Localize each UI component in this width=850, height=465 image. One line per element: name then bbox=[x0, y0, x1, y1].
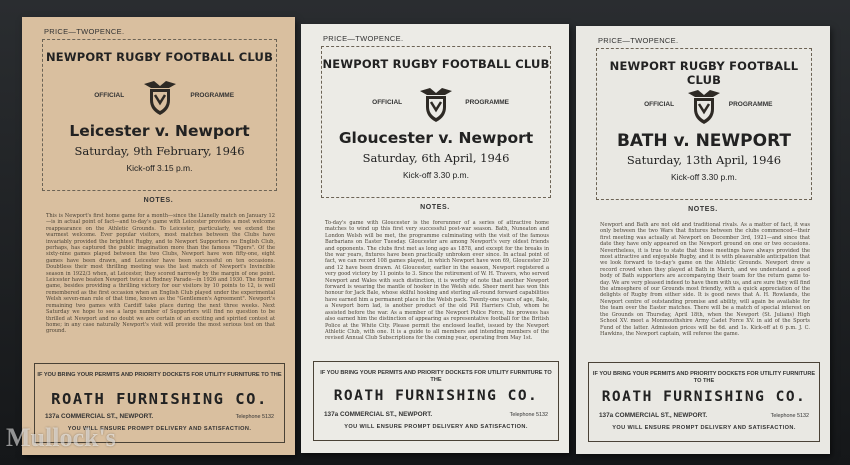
programme-leicester-v-newport bbox=[22, 17, 295, 455]
ad-company-name: ROATH FURNISHING CO. bbox=[51, 390, 268, 408]
notes-text: To-day's game with Gloucester is the forerunner of a series of attractive home matches to wind up this first very successful post-war season. Bath, Nuneaton and London Welsh will be met, the programme culminating with the visit of the famous Barbarians on Easter Tuesday. Gloucester are among Newport's very oldest friends and opponents. The clubs first met as long ago as 1878, and except for the breaks in the war years, fixtures have been practically unbroken ever since. In actual point of fact, we can record 108 games played, in which Newport have won 69, Gloucester 20 and 12 have been drawn. At Gloucester, earlier in the season, Newport registered a very good victory by 11 points to 3. Since the retirement of W. H. Travers, who served Newport and Wales with such distinction, it is worthy of note that another Newport forward is wearing the mantle of hooker in the Welsh side. Sheer merit has won this honour for Jack Bale, whose skilful hooking and sterling all-round forward capabilities have earned him a permanent place in the Welsh pack. Twenty-one years of age, Bale, a Newport born lad, is another product of the old Pill Harriers Club, whom he assisted before the war. As a member of the Newport Police Force, his prowess has also earned him the distinction of appearing as representative football for the British Police at the White City. Please permit the enclosed leaflet, issued by the Newport Athletic Club, with one. It is a guide to all members and intending members of the revised Annual Club Subscriptions for the coming year, operating from May 1st. bbox=[325, 220, 549, 342]
ad-phone: Telephone 5132 bbox=[509, 412, 548, 418]
official-programme-row bbox=[43, 78, 276, 118]
match-title: BATH v. NEWPORT bbox=[616, 131, 792, 151]
ad-company-name: ROATH FURNISHING CO. bbox=[333, 388, 539, 404]
programme-label: PROGRAMME bbox=[190, 92, 235, 99]
official-programme-row bbox=[322, 85, 550, 125]
match-date: Saturday, 13th April, 1946 bbox=[626, 153, 782, 167]
ad-company-name: ROATH FURNISHING CO. bbox=[601, 389, 807, 405]
header-frame bbox=[321, 46, 551, 198]
kickoff-time: Kick-off 3.30 p.m. bbox=[671, 172, 737, 182]
club-title: NEWPORT RUGBY FOOTBALL CLUB bbox=[609, 59, 799, 87]
ad-phone: Telephone 5132 bbox=[235, 414, 274, 420]
official-label: OFFICIAL bbox=[372, 99, 403, 106]
header-frame bbox=[42, 39, 277, 191]
club-crest-icon bbox=[142, 78, 178, 116]
official-label: OFFICIAL bbox=[644, 101, 675, 108]
match-title: Leicester v. Newport bbox=[69, 122, 250, 140]
notes-text: This is Newport's first home game for a month—since the Llanelly match on January 12—is in actual point of fact—and to-day's game with Leicester provides a most welcome reappearance on the Athletic Grounds. To Leicester, particularly, we extend the warmest welcome. Ever popular visitors, most matches between the Clubs have invariably provided the brightest Rugby, and to Newport Supporters no English Club, perhaps, has captured the public imagination more than the famous "Tigers". Of the sixty-nine games played between the two Clubs, Newport have won fifty-one, eight games have been drawn, and Leicester have been successful on ten occasions. Doubtless their most thrilling meeting was the last match of Newport's Invincible season in 1922/3 when, at Leicester, they scored narrowly by the margin of one point. Leicester have beaten Newport twice at Rodney Parade—in 1926 and 1930. The former game, besides providing a thrilling victory for our visitors by 10 points to 12, is well remembered as the first occasion when an English Club played under the experimental Welsh seven-man rule of that time, known as the "Gentlemen's Agreement". Newport's remaining two games with Cardiff take place during the next three weeks. Next Saturday we hope to see a large number of Supporters will find no question to be thrilled at Newport and no doubt we are certain of an exciting and spirited contest at home; in any case naturally Newport's visit will provide the most serious test on that ground. bbox=[46, 213, 275, 335]
kickoff-time: Kick-off 3.15 p.m. bbox=[126, 163, 193, 173]
club-crest-icon bbox=[418, 85, 454, 123]
notes-text: Newport and Bath are not old and traditional rivals. As a matter of fact, it was only between the two Wars that fixtures between the clubs commenced—their first meeting was actually at Newport on December 3rd, 1921—and since that date they have only appeared on the Newport ground on one or two occasions. Nevertheless, it is true to state that those meetings have always provided the most attractive and enjoyable Rugby, and it is with pleasurable anticipation that we look forward to to-day's game on the Athletic Grounds. Newport drew a record crowd when they played at Bath in March, and we understand a good body of Bath supporters are accompanying their team for the return game to-day. We are very pleased indeed to have them with us, and are sure they will find the atmosphere of our Grounds most friendly, with a quick appreciation of the delights of Rugby from either side. It is good news that A. H. Rowlands, the Newport centre of outstanding promise and ability, will again be available for the team over the Easter matches. There will be a match of special interest on the Grounds on Thursday, April 18th, when the Newport (St. Julians) High School XV. meet a Monmouthshire Army Cadet Force XV. in aid of the Sports Fund of the latter. Admission prices will be 6d. and 1s. Kick-off at 6 p.m. J. C. Hawkins, the Newport captain, will referee the game. bbox=[600, 222, 810, 337]
ad-intro: IF YOU BRING YOUR PERMITS AND PRIORITY DOCKETS FOR UTILITY FURNITURE TO THE bbox=[37, 372, 282, 378]
advertisement-box bbox=[313, 361, 559, 441]
ad-intro: IF YOU BRING YOUR PERMITS AND PRIORITY DOCKETS FOR UTILITY FURNITURE TO THE bbox=[592, 371, 816, 384]
ad-tagline: YOU WILL ENSURE PROMPT DELIVERY AND SATISFACTION. bbox=[67, 426, 252, 432]
programme-label: PROGRAMME bbox=[465, 99, 509, 106]
ad-phone: Telephone 5132 bbox=[770, 413, 809, 419]
match-date: Saturday, 6th April, 1946 bbox=[362, 151, 510, 165]
price-label: PRICE—TWOPENCE. bbox=[44, 27, 125, 36]
programme-label: PROGRAMME bbox=[728, 101, 773, 108]
header-frame bbox=[596, 48, 812, 200]
notes-heading: NOTES. bbox=[420, 204, 450, 211]
price-label: PRICE—TWOPENCE. bbox=[598, 36, 679, 45]
programme-gloucester-v-newport bbox=[301, 24, 569, 453]
ad-address: 137a COMMERCIAL ST., NEWPORT. bbox=[324, 411, 433, 418]
watermark-text: Mullock's bbox=[6, 423, 116, 452]
notes-heading: NOTES. bbox=[143, 197, 174, 204]
club-crest-icon bbox=[686, 87, 722, 125]
kickoff-time: Kick-off 3.30 p.m. bbox=[403, 170, 469, 180]
club-title: NEWPORT RUGBY FOOTBALL CLUB bbox=[322, 57, 550, 71]
advertisement-box bbox=[588, 362, 820, 442]
club-title: NEWPORT RUGBY FOOTBALL CLUB bbox=[45, 50, 274, 64]
match-date: Saturday, 9th February, 1946 bbox=[74, 144, 245, 158]
price-label: PRICE—TWOPENCE. bbox=[323, 34, 404, 43]
auction-watermark bbox=[6, 423, 136, 455]
match-title: Gloucester v. Newport bbox=[338, 129, 534, 147]
programme-bath-v-newport bbox=[576, 26, 830, 454]
ad-address: 137a COMMERCIAL ST., NEWPORT. bbox=[599, 412, 708, 419]
notes-heading: NOTES. bbox=[688, 206, 718, 213]
ad-tagline: YOU WILL ENSURE PROMPT DELIVERY AND SATISFACTION. bbox=[344, 424, 528, 430]
official-label: OFFICIAL bbox=[94, 92, 125, 99]
ad-intro: IF YOU BRING YOUR PERMITS AND PRIORITY DOCKETS FOR UTILITY FURNITURE TO THE bbox=[320, 370, 552, 383]
ad-address: 137a COMMERCIAL ST., NEWPORT. bbox=[45, 413, 154, 420]
ad-tagline: YOU WILL ENSURE PROMPT DELIVERY AND SATISFACTION. bbox=[612, 425, 796, 431]
official-programme-row bbox=[597, 87, 811, 127]
